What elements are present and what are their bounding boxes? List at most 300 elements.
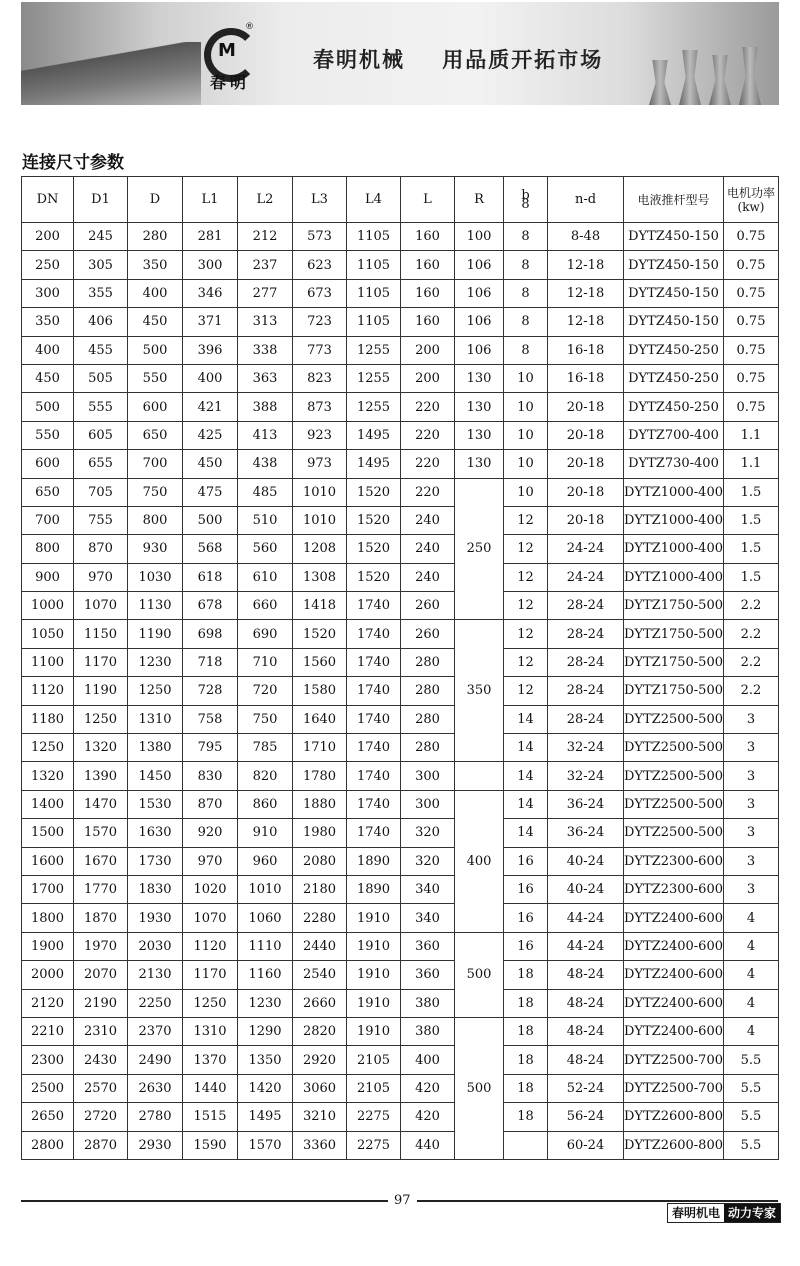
- table-cell: 1010: [238, 875, 293, 903]
- table-cell: 1570: [74, 819, 128, 847]
- table-cell: 1255: [347, 364, 401, 392]
- table-cell: 698: [183, 620, 238, 648]
- column-header: L2: [238, 177, 293, 223]
- table-cell: 2120: [22, 989, 74, 1017]
- table-cell: 16: [504, 932, 548, 960]
- table-cell: 56-24: [548, 1103, 624, 1131]
- table-cell: 5.5: [724, 1046, 779, 1074]
- table-cell: 18: [504, 1046, 548, 1074]
- table-cell: 600: [128, 393, 183, 421]
- table-cell: 220: [401, 393, 455, 421]
- table-cell: 36-24: [548, 790, 624, 818]
- footer-badge: [667, 1203, 781, 1223]
- table-cell: DYTZ1000-400: [624, 478, 724, 506]
- table-cell: 420: [401, 1074, 455, 1102]
- table-cell: 106: [455, 336, 504, 364]
- table-cell: 3: [724, 819, 779, 847]
- table-cell: 823: [293, 364, 347, 392]
- table-cell: 20-18: [548, 478, 624, 506]
- table-cell: 1150: [74, 620, 128, 648]
- table-cell: 371: [183, 308, 238, 336]
- table-cell: 1.5: [724, 563, 779, 591]
- table-cell: 860: [238, 790, 293, 818]
- table-cell: 8: [504, 251, 548, 279]
- table-row: [22, 421, 779, 449]
- table-cell: 5.5: [724, 1103, 779, 1131]
- table-cell: 350: [128, 251, 183, 279]
- table-cell: 1020: [183, 875, 238, 903]
- table-cell: 130: [455, 421, 504, 449]
- table-cell: DYTZ450-150: [624, 223, 724, 251]
- table-cell: DYTZ730-400: [624, 450, 724, 478]
- table-cell: 923: [293, 421, 347, 449]
- table-cell: 0.75: [724, 393, 779, 421]
- table-cell: 0.75: [724, 251, 779, 279]
- table-cell: DYTZ700-400: [624, 421, 724, 449]
- column-header: R: [455, 177, 504, 223]
- table-row: [22, 705, 779, 733]
- table-row: [22, 677, 779, 705]
- table-cell: 12: [504, 506, 548, 534]
- table-cell: 920: [183, 819, 238, 847]
- table-cell: DYTZ2400-600: [624, 961, 724, 989]
- table-cell: DYTZ2500-700: [624, 1046, 724, 1074]
- table-cell: 720: [238, 677, 293, 705]
- table-cell: 2660: [293, 989, 347, 1017]
- table-cell: 1070: [74, 592, 128, 620]
- table-cell: 2930: [128, 1131, 183, 1159]
- table-cell: 12-18: [548, 308, 624, 336]
- table-cell: 750: [238, 705, 293, 733]
- column-header: 电液推杆型号: [624, 177, 724, 223]
- table-cell: 1230: [238, 989, 293, 1017]
- table-cell: 3: [724, 790, 779, 818]
- table-cell: 5.5: [724, 1131, 779, 1159]
- table-cell: 1470: [74, 790, 128, 818]
- table-row: [22, 1103, 779, 1131]
- table-cell: 388: [238, 393, 293, 421]
- table-cell: 280: [128, 223, 183, 251]
- table-cell: 2280: [293, 904, 347, 932]
- table-cell: DYTZ1750-500: [624, 592, 724, 620]
- table-cell: 420: [401, 1103, 455, 1131]
- table-cell: 1170: [183, 961, 238, 989]
- table-cell: 1740: [347, 790, 401, 818]
- table-cell: 1740: [347, 762, 401, 790]
- table-row: [22, 336, 779, 364]
- table-cell: 1105: [347, 279, 401, 307]
- table-cell: 1740: [347, 734, 401, 762]
- table-cell: 1770: [74, 875, 128, 903]
- table-cell: 220: [401, 421, 455, 449]
- table-cell: 650: [22, 478, 74, 506]
- table-cell: 2250: [128, 989, 183, 1017]
- slogan: 春明机械 用品质开拓市场: [313, 48, 604, 72]
- table-cell: 350: [22, 308, 74, 336]
- table-cell: 1310: [183, 1017, 238, 1045]
- table-cell: 1100: [22, 648, 74, 676]
- table-cell: DYTZ450-150: [624, 251, 724, 279]
- table-cell: 500: [455, 1017, 504, 1159]
- table-cell: 320: [401, 847, 455, 875]
- table-cell: 2500: [22, 1074, 74, 1102]
- table-cell: 800: [22, 535, 74, 563]
- table-cell: 14: [504, 705, 548, 733]
- table-cell: 280: [401, 734, 455, 762]
- table-cell: 550: [22, 421, 74, 449]
- table-cell: 1740: [347, 648, 401, 676]
- table-cell: 3060: [293, 1074, 347, 1102]
- table-cell: 1420: [238, 1074, 293, 1102]
- table-cell: 36-24: [548, 819, 624, 847]
- table-cell: 2210: [22, 1017, 74, 1045]
- table-cell: 421: [183, 393, 238, 421]
- column-header: 电机功率 (kw): [724, 177, 779, 223]
- table-cell: 3360: [293, 1131, 347, 1159]
- table-row: [22, 819, 779, 847]
- table-cell: 2.2: [724, 620, 779, 648]
- table-cell: 1520: [347, 535, 401, 563]
- table-cell: 1600: [22, 847, 74, 875]
- table-cell: 24-24: [548, 535, 624, 563]
- table-cell: 300: [22, 279, 74, 307]
- column-header: L1: [183, 177, 238, 223]
- table-cell: 250: [455, 478, 504, 620]
- table-row: [22, 563, 779, 591]
- table-cell: 1190: [74, 677, 128, 705]
- power-plant-image: [589, 22, 779, 105]
- table-cell: 2780: [128, 1103, 183, 1131]
- table-cell: 5.5: [724, 1074, 779, 1102]
- table-cell: 10: [504, 450, 548, 478]
- table-cell: 360: [401, 932, 455, 960]
- table-cell: 400: [401, 1046, 455, 1074]
- table-cell: 44-24: [548, 932, 624, 960]
- table-row: [22, 904, 779, 932]
- table-cell: 1.1: [724, 450, 779, 478]
- table-cell: 1630: [128, 819, 183, 847]
- table-cell: 1520: [293, 620, 347, 648]
- column-header: D1: [74, 177, 128, 223]
- table-cell: 1970: [74, 932, 128, 960]
- table-row: [22, 251, 779, 279]
- table-cell: 1910: [347, 904, 401, 932]
- table-row: [22, 450, 779, 478]
- table-cell: 450: [183, 450, 238, 478]
- table-row: [22, 506, 779, 534]
- table-cell: 1500: [22, 819, 74, 847]
- table-cell: 40-24: [548, 875, 624, 903]
- table-cell: 1070: [183, 904, 238, 932]
- table-cell: 14: [504, 790, 548, 818]
- table-row: [22, 592, 779, 620]
- table-cell: 2300: [22, 1046, 74, 1074]
- table-cell: 655: [74, 450, 128, 478]
- section-title: 连接尺寸参数: [22, 153, 124, 173]
- table-cell: 305: [74, 251, 128, 279]
- table-cell: 3: [724, 847, 779, 875]
- table-cell: 12: [504, 592, 548, 620]
- table-cell: 1120: [22, 677, 74, 705]
- table-cell: 12: [504, 620, 548, 648]
- table-cell: DYTZ2400-600: [624, 904, 724, 932]
- table-cell: DYTZ450-250: [624, 393, 724, 421]
- table-cell: 1390: [74, 762, 128, 790]
- table-cell: 220: [401, 450, 455, 478]
- table-cell: 280: [401, 648, 455, 676]
- table-cell: 1900: [22, 932, 74, 960]
- table-cell: 10: [504, 364, 548, 392]
- table-cell: 568: [183, 535, 238, 563]
- table-cell: 755: [74, 506, 128, 534]
- table-cell: 773: [293, 336, 347, 364]
- table-cell: 220: [401, 478, 455, 506]
- table-cell: 300: [401, 790, 455, 818]
- table-cell: 1880: [293, 790, 347, 818]
- table-cell: 300: [183, 251, 238, 279]
- table-cell: 1250: [183, 989, 238, 1017]
- table-cell: 1.5: [724, 478, 779, 506]
- table-cell: 1170: [74, 648, 128, 676]
- table-cell: 1380: [128, 734, 183, 762]
- table-cell: 20-18: [548, 421, 624, 449]
- table-cell: 28-24: [548, 648, 624, 676]
- table-cell: 1520: [347, 506, 401, 534]
- table-cell: 2820: [293, 1017, 347, 1045]
- table-cell: 605: [74, 421, 128, 449]
- table-cell: 2.2: [724, 592, 779, 620]
- table-cell: [455, 762, 504, 790]
- table-row: [22, 1074, 779, 1102]
- table-cell: 212: [238, 223, 293, 251]
- table-cell: 1308: [293, 563, 347, 591]
- table-cell: 346: [183, 279, 238, 307]
- table-cell: 2570: [74, 1074, 128, 1102]
- table-cell: 260: [401, 620, 455, 648]
- table-cell: 1180: [22, 705, 74, 733]
- table-cell: 1250: [74, 705, 128, 733]
- table-cell: 1160: [238, 961, 293, 989]
- table-cell: 160: [401, 223, 455, 251]
- table-cell: 200: [401, 364, 455, 392]
- table-cell: 1560: [293, 648, 347, 676]
- table-cell: 20-18: [548, 393, 624, 421]
- table-cell: 1120: [183, 932, 238, 960]
- table-cell: 475: [183, 478, 238, 506]
- table-cell: DYTZ2400-600: [624, 989, 724, 1017]
- table-row: [22, 932, 779, 960]
- table-cell: 1.1: [724, 421, 779, 449]
- table-cell: 438: [238, 450, 293, 478]
- company-logo: [202, 22, 262, 92]
- table-cell: 1.5: [724, 506, 779, 534]
- table-cell: 795: [183, 734, 238, 762]
- table-cell: 52-24: [548, 1074, 624, 1102]
- table-cell: 1730: [128, 847, 183, 875]
- table-cell: 28-24: [548, 705, 624, 733]
- table-row: [22, 223, 779, 251]
- column-header: L3: [293, 177, 347, 223]
- header-banner: [21, 2, 779, 105]
- table-cell: 300: [401, 762, 455, 790]
- table-cell: 1570: [238, 1131, 293, 1159]
- table-cell: 18: [504, 1017, 548, 1045]
- table-cell: 245: [74, 223, 128, 251]
- table-cell: 440: [401, 1131, 455, 1159]
- table-cell: 3: [724, 762, 779, 790]
- table-cell: 18: [504, 1074, 548, 1102]
- table-row: [22, 989, 779, 1017]
- table-cell: 12: [504, 648, 548, 676]
- table-cell: 1418: [293, 592, 347, 620]
- table-cell: 400: [22, 336, 74, 364]
- table-cell: 400: [128, 279, 183, 307]
- table-cell: DYTZ450-150: [624, 308, 724, 336]
- table-cell: 0.75: [724, 364, 779, 392]
- table-cell: 1400: [22, 790, 74, 818]
- table-cell: 12: [504, 535, 548, 563]
- table-cell: 1890: [347, 847, 401, 875]
- table-cell: 900: [22, 563, 74, 591]
- table-cell: 48-24: [548, 989, 624, 1017]
- table-cell: 1515: [183, 1103, 238, 1131]
- table-row: [22, 1131, 779, 1159]
- table-cell: 340: [401, 875, 455, 903]
- table-cell: 44-24: [548, 904, 624, 932]
- table-cell: 1580: [293, 677, 347, 705]
- table-cell: DYTZ450-250: [624, 364, 724, 392]
- table-cell: 1670: [74, 847, 128, 875]
- table-cell: 1105: [347, 251, 401, 279]
- table-cell: 425: [183, 421, 238, 449]
- table-cell: 340: [401, 904, 455, 932]
- table-row: [22, 734, 779, 762]
- table-cell: 1190: [128, 620, 183, 648]
- table-cell: 2.2: [724, 648, 779, 676]
- table-cell: 820: [238, 762, 293, 790]
- table-cell: 1495: [347, 421, 401, 449]
- table-cell: 2720: [74, 1103, 128, 1131]
- table-cell: 16-18: [548, 336, 624, 364]
- dimension-table: [21, 176, 779, 1160]
- table-cell: 240: [401, 563, 455, 591]
- table-cell: 12-18: [548, 251, 624, 279]
- table-cell: 1440: [183, 1074, 238, 1102]
- table-cell: 100: [455, 223, 504, 251]
- table-cell: 2190: [74, 989, 128, 1017]
- table-cell: 12: [504, 677, 548, 705]
- table-cell: 1520: [347, 478, 401, 506]
- column-header: L: [401, 177, 455, 223]
- table-cell: 910: [238, 819, 293, 847]
- table-cell: 14: [504, 819, 548, 847]
- table-cell: 2630: [128, 1074, 183, 1102]
- table-cell: 280: [401, 705, 455, 733]
- table-cell: 2000: [22, 961, 74, 989]
- table-cell: DYTZ2500-500: [624, 762, 724, 790]
- table-cell: 800: [128, 506, 183, 534]
- table-cell: 16: [504, 847, 548, 875]
- table-cell: 0.75: [724, 336, 779, 364]
- table-cell: 1010: [293, 506, 347, 534]
- table-cell: 1640: [293, 705, 347, 733]
- table-cell: 618: [183, 563, 238, 591]
- table-cell: 510: [238, 506, 293, 534]
- table-cell: 870: [74, 535, 128, 563]
- table-cell: 2105: [347, 1074, 401, 1102]
- table-cell: 1320: [74, 734, 128, 762]
- table-cell: DYTZ2400-600: [624, 1017, 724, 1045]
- table-cell: 1060: [238, 904, 293, 932]
- table-cell: 160: [401, 279, 455, 307]
- table-cell: 2650: [22, 1103, 74, 1131]
- column-header: b 8: [504, 177, 548, 223]
- table-cell: 106: [455, 279, 504, 307]
- table-row: [22, 308, 779, 336]
- table-cell: 1230: [128, 648, 183, 676]
- table-cell: 1930: [128, 904, 183, 932]
- table-cell: 2030: [128, 932, 183, 960]
- table-cell: 1910: [347, 932, 401, 960]
- table-cell: 1740: [347, 819, 401, 847]
- table-cell: 313: [238, 308, 293, 336]
- table-cell: 200: [401, 336, 455, 364]
- table-row: [22, 648, 779, 676]
- table-cell: 1740: [347, 677, 401, 705]
- table-cell: 1010: [293, 478, 347, 506]
- table-cell: 1250: [22, 734, 74, 762]
- table-cell: 20-18: [548, 506, 624, 534]
- table-cell: 1800: [22, 904, 74, 932]
- table-cell: 4: [724, 932, 779, 960]
- table-cell: [504, 1131, 548, 1159]
- table-cell: 14: [504, 734, 548, 762]
- table-cell: DYTZ1000-400: [624, 535, 724, 563]
- table-cell: 240: [401, 535, 455, 563]
- table-cell: 3: [724, 705, 779, 733]
- table-cell: DYTZ2300-600: [624, 875, 724, 903]
- table-cell: 28-24: [548, 592, 624, 620]
- table-cell: 705: [74, 478, 128, 506]
- table-cell: 32-24: [548, 734, 624, 762]
- table-cell: 12: [504, 563, 548, 591]
- table-cell: 12-18: [548, 279, 624, 307]
- badge-company: 春明机电: [672, 1206, 721, 1220]
- column-header: DN: [22, 177, 74, 223]
- table-cell: 2275: [347, 1103, 401, 1131]
- table-cell: 2.2: [724, 677, 779, 705]
- table-cell: 2920: [293, 1046, 347, 1074]
- table-cell: 555: [74, 393, 128, 421]
- table-cell: 400: [183, 364, 238, 392]
- table-row: [22, 364, 779, 392]
- table-cell: 320: [401, 819, 455, 847]
- table-cell: 1830: [128, 875, 183, 903]
- table-cell: 1130: [128, 592, 183, 620]
- table-cell: 758: [183, 705, 238, 733]
- table-cell: 4: [724, 1017, 779, 1045]
- table-cell: 710: [238, 648, 293, 676]
- badge-tagline: 动力专家: [724, 1204, 780, 1222]
- table-cell: 0.75: [724, 279, 779, 307]
- table-cell: 1000: [22, 592, 74, 620]
- table-cell: DYTZ1000-400: [624, 506, 724, 534]
- table-cell: 1740: [347, 620, 401, 648]
- table-cell: 32-24: [548, 762, 624, 790]
- table-cell: DYTZ1750-500: [624, 620, 724, 648]
- table-cell: 723: [293, 308, 347, 336]
- table-cell: DYTZ1000-400: [624, 563, 724, 591]
